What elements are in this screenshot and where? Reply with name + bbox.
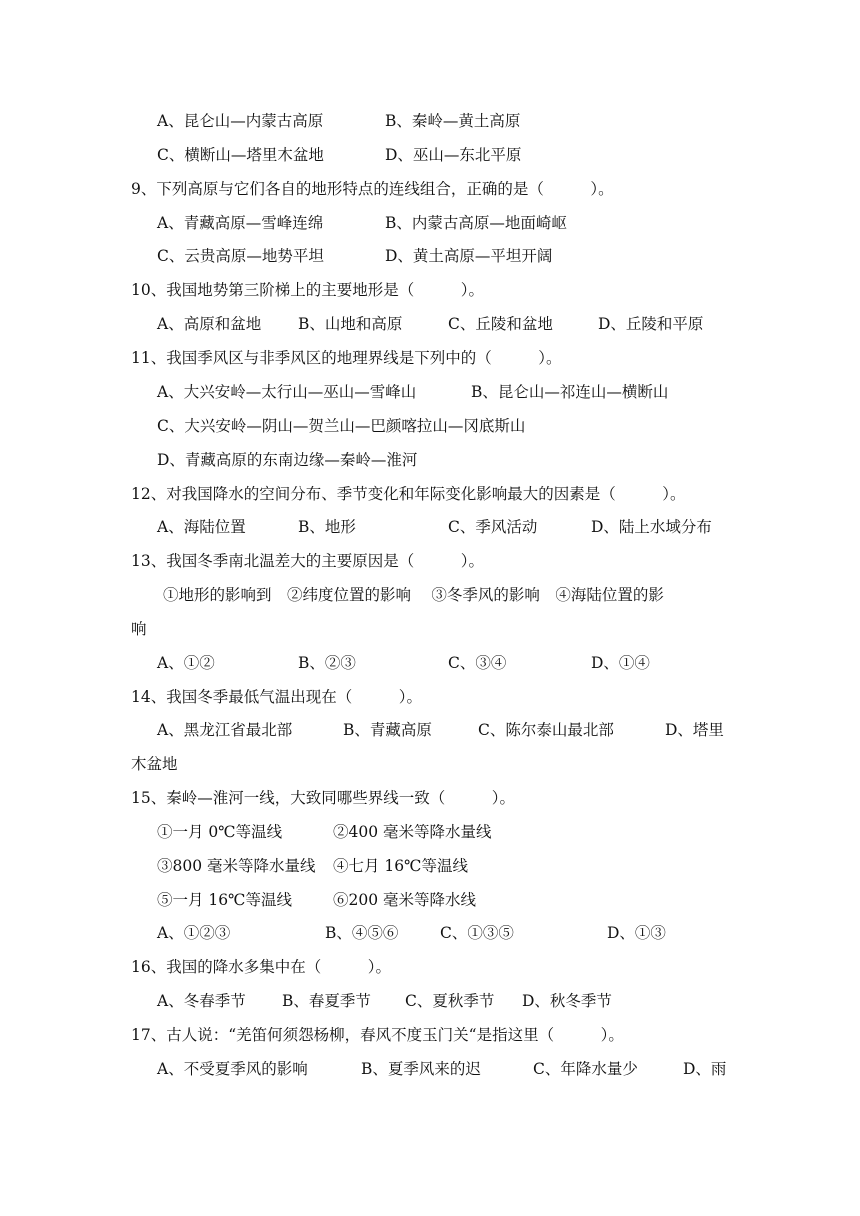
q9-option-a: A、青藏高原—雪峰连绵 bbox=[157, 214, 324, 232]
q16-option-c: C、夏秋季节 bbox=[405, 992, 495, 1010]
q14-option-b: B、青藏高原 bbox=[343, 721, 432, 739]
q14-option-d-cont: 木盆地 bbox=[131, 755, 178, 773]
q16-option-a: A、冬春季节 bbox=[157, 992, 246, 1010]
q13-stem: 13、我国冬季南北温差大的主要原因是（ ）。 bbox=[131, 552, 484, 570]
q12-option-a: A、海陆位置 bbox=[157, 518, 246, 536]
q14-option-c: C、陈尔泰山最北部 bbox=[478, 721, 614, 739]
q10-option-c: C、丘陵和盆地 bbox=[448, 315, 553, 333]
q15-item-6: ⑥200 毫米等降水线 bbox=[333, 891, 477, 909]
q11-option-b: B、昆仑山—祁连山—横断山 bbox=[471, 383, 669, 401]
q13-factors: ①地形的影响到 ②纬度位置的影响 ③冬季风的影响 ④海陆位置的影 bbox=[163, 586, 664, 604]
q15-item-5: ⑤一月 16℃等温线 bbox=[157, 891, 292, 909]
q15-item-3: ③800 毫米等降水量线 bbox=[157, 857, 316, 875]
q15-option-b: B、④⑤⑥ bbox=[325, 924, 399, 942]
q15-item-2: ②400 毫米等降水量线 bbox=[333, 823, 492, 841]
q12-option-d: D、陆上水域分布 bbox=[591, 518, 712, 536]
q15-option-a: A、①②③ bbox=[157, 924, 231, 942]
q11-stem: 11、我国季风区与非季风区的地理界线是下列中的（ ）。 bbox=[131, 349, 562, 367]
q17-stem: 17、古人说：“羌笛何须怨杨柳，春风不度玉门关“是指这里（ ）。 bbox=[131, 1026, 624, 1044]
q15-item-1: ①一月 0℃等温线 bbox=[157, 823, 283, 841]
q13-factors-wrap: 响 bbox=[131, 620, 147, 638]
q12-stem: 12、对我国降水的空间分布、季节变化和年际变化影响最大的因素是（ ）。 bbox=[131, 485, 686, 503]
q13-option-d: D、①④ bbox=[591, 654, 650, 672]
q15-option-c: C、①③⑤ bbox=[440, 924, 514, 942]
q10-option-b: B、山地和高原 bbox=[298, 315, 403, 333]
q9-option-d: D、黄土高原—平坦开阔 bbox=[385, 247, 553, 265]
q17-option-b: B、夏季风来的迟 bbox=[361, 1060, 481, 1078]
q17-option-d: D、雨 bbox=[683, 1060, 727, 1078]
q17-option-a: A、不受夏季风的影响 bbox=[157, 1060, 308, 1078]
q16-option-d: D、秋冬季节 bbox=[522, 992, 612, 1010]
q12-option-b: B、地形 bbox=[298, 518, 356, 536]
q11-option-a: A、大兴安岭—太行山—巫山—雪峰山 bbox=[157, 383, 417, 401]
q15-item-4: ④七月 16℃等温线 bbox=[333, 857, 468, 875]
q11-option-c: C、大兴安岭—阴山—贺兰山—巴颜喀拉山—冈底斯山 bbox=[157, 417, 526, 435]
q10-stem: 10、我国地势第三阶梯上的主要地形是（ ）。 bbox=[131, 281, 484, 299]
q13-option-b: B、②③ bbox=[298, 654, 356, 672]
q14-option-a: A、黑龙江省最北部 bbox=[157, 721, 293, 739]
q17-options-row bbox=[0, 1059, 727, 1179]
q8-option-b: B、秦岭—黄土高原 bbox=[385, 112, 521, 130]
q9-option-b: B、内蒙古高原—地面崎岖 bbox=[385, 214, 567, 232]
q10-option-a: A、高原和盆地 bbox=[157, 315, 262, 333]
q8-option-c: C、横断山—塔里木盆地 bbox=[157, 146, 324, 164]
q12-option-c: C、季风活动 bbox=[448, 518, 538, 536]
q9-stem: 9、下列高原与它们各自的地形特点的连线组合，正确的是（ ）。 bbox=[131, 180, 614, 198]
q9-option-c: C、云贵高原—地势平坦 bbox=[157, 247, 324, 265]
q16-option-b: B、春夏季节 bbox=[282, 992, 371, 1010]
q15-option-d: D、①③ bbox=[607, 924, 666, 942]
q14-option-d: D、塔里 bbox=[665, 721, 724, 739]
q11-option-d: D、青藏高原的东南边缘—秦岭—淮河 bbox=[157, 451, 418, 469]
q16-stem: 16、我国的降水多集中在（ ）。 bbox=[131, 958, 391, 976]
q13-option-a: A、①② bbox=[157, 654, 215, 672]
q13-option-c: C、③④ bbox=[448, 654, 507, 672]
q10-option-d: D、丘陵和平原 bbox=[598, 315, 704, 333]
q17-option-c: C、年降水量少 bbox=[533, 1060, 638, 1078]
q8-option-a: A、昆仑山—内蒙古高原 bbox=[157, 112, 324, 130]
q14-stem: 14、我国冬季最低气温出现在（ ）。 bbox=[131, 688, 422, 706]
q15-stem: 15、秦岭—淮河一线，大致同哪些界线一致（ ）。 bbox=[131, 789, 515, 807]
q8-option-d: D、巫山—东北平原 bbox=[385, 146, 522, 164]
